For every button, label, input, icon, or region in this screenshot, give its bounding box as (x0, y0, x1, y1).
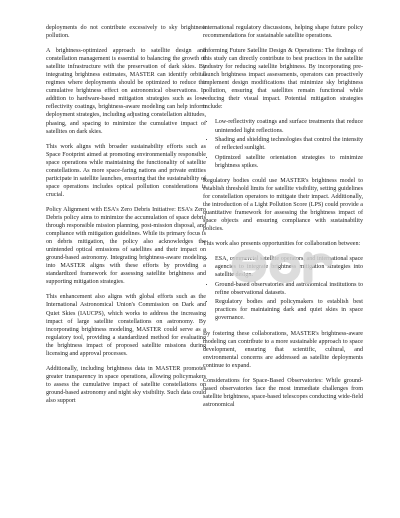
list-item: • Shading and shielding technologies that control the intensity of reflected sunlight. (215, 136, 363, 152)
paragraph: This work aligns with broader sustainability efforts such as Space Footprint aimed at promoting environmentally responsible space operations while maintaining the functionality of satellite constellations. As more space-faring nations and private entities participate in satellite launches, ensuring that the sustainability of space operations includes optical pollution considerations is crucial. (46, 143, 206, 198)
list-item: • Optimized satellite orientation strategies to minimize brightness spikes. (215, 154, 363, 170)
paragraph: By fostering these collaborations, MASTER's brightness-aware modeling can contribute to a more sustainable approach to space development, ensuring that scientific, cultural, and environmental concerns are addressed as satellite deployments continue to expand. (203, 330, 363, 369)
paragraph: Additionally, including brightness data in MASTER promotes greater transparency in space operations, allowing policymakers to assess the cumulative impact of satellite constellations on ground-based astronomy and night sky visibility. Such data could also support (46, 365, 206, 404)
mitigation-list (203, 118, 363, 169)
paragraph: Policy Alignment with ESA's Zero Debris Initiative: ESA's Zero Debris policy aims to minimize the accumulation of space debris through responsible mission planning, post-mission disposal, and compliance with mitigation guidelines. While its primary focus is on debris mitigation, the policy also acknowledges the unintended optical emissions of satellites and their impact on ground-based astronomy. Integrating brightness-aware modeling into MASTER aligns with these efforts by providing a standardized framework for assessing satellite brightness and supporting mitigation strategies. (46, 206, 206, 286)
paragraph: Regulatory bodies could use MASTER's brightness model to establish threshold limits for satellite visibility, setting guidelines for constellation operators to mitigate their impact. Additionally, the introduction of a Light Pollution Score (LPS) could provide a quantitative framework for assessing the brightness impact of space objects and ensuring compliance with sustainability policies. (203, 177, 363, 233)
left-column (46, 24, 206, 412)
paragraph: Informing Future Satellite Design & Operations: The findings of this study can directly contribute to best practices in the satellite industry for reducing satellite brightness. By incorporating pre-launch brightness impact assessments, operators can proactively implement design modifications that minimize sky brightness pollution, ensuring that satellites remain functional while reducing their visual impact. Potential mitigation strategies include: (203, 48, 363, 111)
list-item: • Ground-based observatories and astronomical institutions to refine observational datasets. (215, 281, 363, 297)
list-item: • Low-reflectivity coatings and surface treatments that reduce unintended light reflections. (215, 118, 363, 134)
paragraph: A brightness-optimized approach to satellite design and constellation management is essential to balancing the growth of satellite infrastructure with the preservation of dark skies. By integrating brightness estimates, MASTER can identify orbital regimes where deployments should be optimized to reduce the cumulative brightness effect on astronomical observations. In addition to hardware-based mitigation strategies such as low-reflectivity coatings, brightness-aware modeling can help inform deployment strategies, including adjusting constellation altitudes, phasing, and spacing to minimize the cumulative impact of satellites on dark skies. (46, 48, 206, 135)
collaboration-list (203, 255, 363, 322)
paragraph: This enhancement also aligns with global efforts such as the International Astronomical Union's Commission on Dark and Quiet Skies (IAUCPS), which works to address the increasing impact of large satellite constellations on astronomy. By incorporating brightness modeling, MASTER could serve as a regulatory tool, providing a standardized method for evaluating the brightness impact of proposed satellite missions during licensing and approval processes. (46, 294, 206, 357)
paragraph: international regulatory discussions, helping shape future policy recommendations for sustainable satellite operations. (203, 25, 363, 40)
paragraph: deployments do not contribute excessively to sky brightness pollution. (46, 25, 206, 40)
paragraph: Considerations for Space-Based Observatories: While ground-based observatories face the most immediate challenges from satellite brightness, space-based telescopes conducting wide-field astronomical (203, 377, 363, 408)
list-item: • Regulatory bodies and policymakers to establish best practices for maintaining dark and quiet skies in space governance. (215, 298, 363, 322)
paragraph: This work also presents opportunities for collaboration between: (203, 241, 361, 248)
right-column (203, 24, 363, 416)
list-item: • ESA, commercial satellite operators, and international space agencies to integrate brightness mitigation strategies into satellite design. (215, 255, 363, 279)
